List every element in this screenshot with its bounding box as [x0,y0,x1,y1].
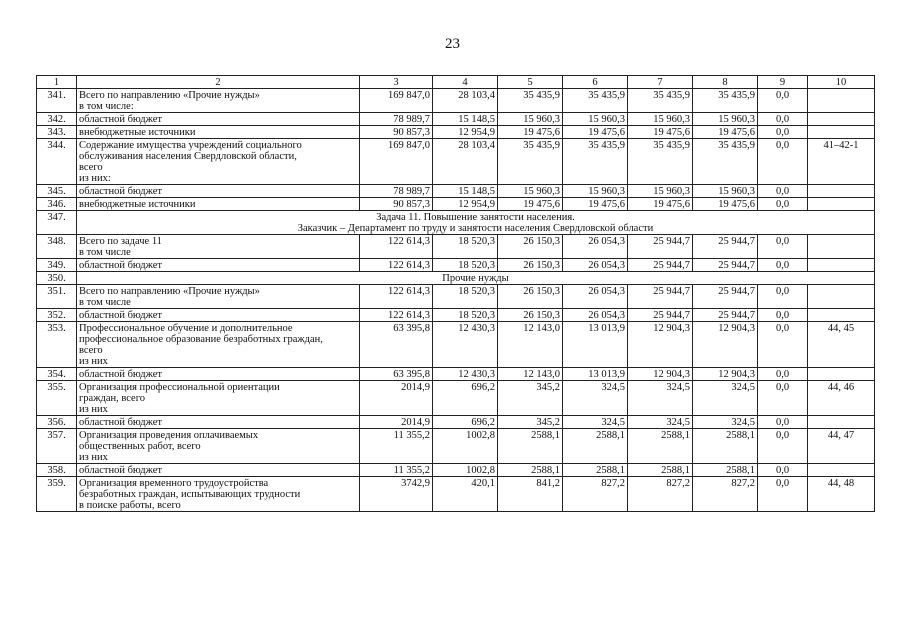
value-cell-col3: 169 847,0 [360,139,433,185]
value-cell-col7: 324,5 [628,416,693,429]
value-cell-col8: 25 944,7 [693,309,758,322]
value-cell-col7: 35 435,9 [628,89,693,113]
description-cell [77,368,360,381]
row-number: 359. [37,477,77,512]
value-cell-col8: 35 435,9 [693,89,758,113]
value-cell-col3: 122 614,3 [360,259,433,272]
value-cell-col4: 12 954,9 [433,198,498,211]
value-cell-col10 [808,309,875,322]
value-cell-col10 [808,198,875,211]
value-cell-col4: 12 954,9 [433,126,498,139]
table-row [37,211,875,235]
value-cell-col8: 827,2 [693,477,758,512]
value-cell-col8: 19 475,6 [693,198,758,211]
value-cell-col9: 0,0 [758,368,808,381]
table-row [37,416,875,429]
row-number: 345. [37,185,77,198]
description-line: внебюджетные источники [79,127,196,138]
description-line: Организация профессиональной ориентации [79,382,280,393]
table-row [37,429,875,464]
value-cell-col10: 44, 45 [808,322,875,368]
row-number: 346. [37,198,77,211]
value-cell-col10: 44, 46 [808,381,875,416]
value-cell-col9: 0,0 [758,126,808,139]
value-cell-col5: 15 960,3 [498,185,563,198]
description-cell [77,126,360,139]
row-number: 349. [37,259,77,272]
value-cell-col9: 0,0 [758,464,808,477]
value-cell-col9: 0,0 [758,259,808,272]
value-cell-col6: 35 435,9 [563,89,628,113]
value-cell-col8: 12 904,3 [693,322,758,368]
description-line: областной бюджет [79,260,162,271]
value-cell-col3: 2014,9 [360,416,433,429]
description-line: из них [79,404,108,415]
header-cell-1: 1 [37,76,77,89]
description-line: Организация временного трудоустройства [79,478,269,489]
value-cell-col10 [808,285,875,309]
description-line: Содержание имущества учреждений социального [79,140,302,151]
row-number: 351. [37,285,77,309]
description-line: в том числе: [79,101,134,112]
section-title-cell [77,272,875,285]
value-cell-col4: 696,2 [433,381,498,416]
value-cell-col4: 18 520,3 [433,309,498,322]
value-cell-col5: 12 143,0 [498,368,563,381]
value-cell-col3: 2014,9 [360,381,433,416]
value-cell-col9: 0,0 [758,185,808,198]
value-cell-col3: 11 355,2 [360,464,433,477]
description-line: Организация проведения оплачиваемых [79,430,259,441]
value-cell-col9: 0,0 [758,381,808,416]
value-cell-col4: 12 430,3 [433,368,498,381]
header-cell-10: 10 [808,76,875,89]
row-number: 356. [37,416,77,429]
description-line: всего [79,345,103,356]
description-line: в том числе [79,247,131,258]
value-cell-col3: 78 989,7 [360,113,433,126]
table-row [37,198,875,211]
value-cell-col10 [808,185,875,198]
value-cell-col10: 41–42-1 [808,139,875,185]
value-cell-col8: 15 960,3 [693,113,758,126]
value-cell-col4: 420,1 [433,477,498,512]
value-cell-col9: 0,0 [758,309,808,322]
value-cell-col10: 44, 48 [808,477,875,512]
header-cell-3: 3 [360,76,433,89]
value-cell-col6: 2588,1 [563,429,628,464]
value-cell-col3: 122 614,3 [360,235,433,259]
description-line: областной бюджет [79,114,162,125]
value-cell-col4: 28 103,4 [433,139,498,185]
value-cell-col7: 15 960,3 [628,113,693,126]
value-cell-col6: 26 054,3 [563,309,628,322]
header-cell-4: 4 [433,76,498,89]
description-cell [77,89,360,113]
value-cell-col6: 15 960,3 [563,113,628,126]
value-cell-col9: 0,0 [758,285,808,309]
description-line: обслуживания населения Свердловской области, [79,151,297,162]
description-line: всего [79,162,103,173]
header-row [37,76,875,89]
value-cell-col10: 44, 47 [808,429,875,464]
value-cell-col5: 12 143,0 [498,322,563,368]
value-cell-col4: 15 148,5 [433,113,498,126]
description-line: внебюджетные источники [79,199,196,210]
description-line: из них [79,356,108,367]
value-cell-col10 [808,89,875,113]
value-cell-col6: 26 054,3 [563,235,628,259]
value-cell-col5: 35 435,9 [498,89,563,113]
row-number: 350. [37,272,77,285]
row-number: 353. [37,322,77,368]
value-cell-col8: 2588,1 [693,464,758,477]
description-cell [77,381,360,416]
description-line: профессиональное образование безработных граждан, [79,334,323,345]
row-number: 354. [37,368,77,381]
description-line: областной бюджет [79,369,162,380]
value-cell-col6: 19 475,6 [563,126,628,139]
value-cell-col3: 122 614,3 [360,285,433,309]
description-line: в поиске работы, всего [79,500,181,511]
value-cell-col7: 35 435,9 [628,139,693,185]
value-cell-col9: 0,0 [758,89,808,113]
description-line: из них: [79,173,111,184]
value-cell-col8: 15 960,3 [693,185,758,198]
table-row [37,235,875,259]
description-line: в том числе [79,297,131,308]
value-cell-col6: 324,5 [563,416,628,429]
value-cell-col8: 324,5 [693,381,758,416]
header-cell-6: 6 [563,76,628,89]
value-cell-col8: 324,5 [693,416,758,429]
value-cell-col8: 2588,1 [693,429,758,464]
value-cell-col5: 841,2 [498,477,563,512]
value-cell-col9: 0,0 [758,198,808,211]
value-cell-col5: 345,2 [498,381,563,416]
row-number: 355. [37,381,77,416]
value-cell-col4: 18 520,3 [433,259,498,272]
value-cell-col7: 25 944,7 [628,285,693,309]
value-cell-col10 [808,235,875,259]
value-cell-col4: 28 103,4 [433,89,498,113]
value-cell-col9: 0,0 [758,429,808,464]
section-title-line: Прочие нужды [442,273,509,284]
value-cell-col3: 122 614,3 [360,309,433,322]
value-cell-col7: 19 475,6 [628,126,693,139]
row-number: 352. [37,309,77,322]
header-cell-9: 9 [758,76,808,89]
description-cell [77,235,360,259]
value-cell-col8: 12 904,3 [693,368,758,381]
budget-table [36,75,875,512]
value-cell-col4: 18 520,3 [433,285,498,309]
value-cell-col4: 1002,8 [433,429,498,464]
value-cell-col6: 324,5 [563,381,628,416]
value-cell-col6: 19 475,6 [563,198,628,211]
value-cell-col7: 827,2 [628,477,693,512]
description-cell [77,309,360,322]
value-cell-col3: 3742,9 [360,477,433,512]
value-cell-col7: 19 475,6 [628,198,693,211]
value-cell-col6: 26 054,3 [563,285,628,309]
value-cell-col3: 90 857,3 [360,198,433,211]
value-cell-col4: 12 430,3 [433,322,498,368]
value-cell-col10 [808,259,875,272]
description-cell [77,416,360,429]
value-cell-col4: 696,2 [433,416,498,429]
value-cell-col8: 19 475,6 [693,126,758,139]
table-row [37,464,875,477]
header-cell-2: 2 [77,76,360,89]
description-cell [77,259,360,272]
value-cell-col5: 2588,1 [498,464,563,477]
value-cell-col3: 63 395,8 [360,322,433,368]
value-cell-col5: 35 435,9 [498,139,563,185]
section-title-line: Заказчик – Департамент по труду и занятости населения Свердловской области [297,223,654,234]
value-cell-col10 [808,416,875,429]
table-row [37,259,875,272]
section-title-cell [77,211,875,235]
table-row [37,185,875,198]
value-cell-col8: 25 944,7 [693,235,758,259]
value-cell-col6: 827,2 [563,477,628,512]
value-cell-col9: 0,0 [758,416,808,429]
value-cell-col6: 35 435,9 [563,139,628,185]
section-title-line: Задача 11. Повышение занятости населения. [376,212,575,223]
value-cell-col3: 78 989,7 [360,185,433,198]
table-row [37,477,875,512]
row-number: 347. [37,211,77,235]
description-cell [77,139,360,185]
header-cell-5: 5 [498,76,563,89]
value-cell-col6: 15 960,3 [563,185,628,198]
value-cell-col7: 25 944,7 [628,309,693,322]
description-line: безработных граждан, испытывающих трудности [79,489,301,500]
value-cell-col7: 2588,1 [628,464,693,477]
page-number: 23 [445,36,460,52]
table-row [37,113,875,126]
value-cell-col10 [808,113,875,126]
table-row [37,272,875,285]
value-cell-col3: 90 857,3 [360,126,433,139]
description-cell [77,429,360,464]
value-cell-col7: 25 944,7 [628,235,693,259]
description-cell [77,285,360,309]
value-cell-col5: 19 475,6 [498,198,563,211]
value-cell-col7: 12 904,3 [628,322,693,368]
value-cell-col6: 13 013,9 [563,322,628,368]
value-cell-col9: 0,0 [758,235,808,259]
value-cell-col10 [808,464,875,477]
description-cell [77,322,360,368]
value-cell-col4: 18 520,3 [433,235,498,259]
row-number: 348. [37,235,77,259]
description-cell [77,113,360,126]
value-cell-col9: 0,0 [758,477,808,512]
description-cell [77,198,360,211]
row-number: 341. [37,89,77,113]
value-cell-col10 [808,126,875,139]
value-cell-col5: 26 150,3 [498,285,563,309]
description-line: общественных работ, всего [79,441,201,452]
row-number: 343. [37,126,77,139]
value-cell-col6: 26 054,3 [563,259,628,272]
description-cell [77,477,360,512]
description-line: из них [79,452,108,463]
value-cell-col9: 0,0 [758,113,808,126]
table-row [37,89,875,113]
value-cell-col3: 169 847,0 [360,89,433,113]
value-cell-col3: 11 355,2 [360,429,433,464]
value-cell-col6: 13 013,9 [563,368,628,381]
value-cell-col5: 345,2 [498,416,563,429]
description-line: Профессиональное обучение и дополнительное [79,323,293,334]
row-number: 358. [37,464,77,477]
header-cell-7: 7 [628,76,693,89]
value-cell-col3: 63 395,8 [360,368,433,381]
description-line: областной бюджет [79,186,162,197]
table-body [37,76,875,512]
description-line: Всего по задаче 11 [79,236,162,247]
description-cell [77,464,360,477]
description-line: областной бюджет [79,417,162,428]
value-cell-col5: 26 150,3 [498,259,563,272]
row-number: 342. [37,113,77,126]
value-cell-col7: 324,5 [628,381,693,416]
value-cell-col5: 26 150,3 [498,235,563,259]
description-line: областной бюджет [79,310,162,321]
value-cell-col10 [808,368,875,381]
value-cell-col9: 0,0 [758,139,808,185]
description-line: областной бюджет [79,465,162,476]
description-cell [77,185,360,198]
value-cell-col5: 26 150,3 [498,309,563,322]
value-cell-col5: 19 475,6 [498,126,563,139]
table-row [37,126,875,139]
description-line: Всего по направлению «Прочие нужды» [79,286,260,297]
value-cell-col8: 25 944,7 [693,285,758,309]
value-cell-col9: 0,0 [758,322,808,368]
value-cell-col8: 35 435,9 [693,139,758,185]
value-cell-col4: 1002,8 [433,464,498,477]
row-number: 357. [37,429,77,464]
description-line: Всего по направлению «Прочие нужды» [79,90,260,101]
table-row [37,139,875,185]
value-cell-col7: 2588,1 [628,429,693,464]
value-cell-col8: 25 944,7 [693,259,758,272]
value-cell-col6: 2588,1 [563,464,628,477]
header-cell-8: 8 [693,76,758,89]
description-line: граждан, всего [79,393,145,404]
value-cell-col5: 15 960,3 [498,113,563,126]
table-row [37,368,875,381]
value-cell-col7: 15 960,3 [628,185,693,198]
value-cell-col7: 25 944,7 [628,259,693,272]
value-cell-col7: 12 904,3 [628,368,693,381]
table-row [37,285,875,309]
value-cell-col4: 15 148,5 [433,185,498,198]
table-row [37,309,875,322]
row-number: 344. [37,139,77,185]
table-row [37,381,875,416]
value-cell-col5: 2588,1 [498,429,563,464]
table-row [37,322,875,368]
